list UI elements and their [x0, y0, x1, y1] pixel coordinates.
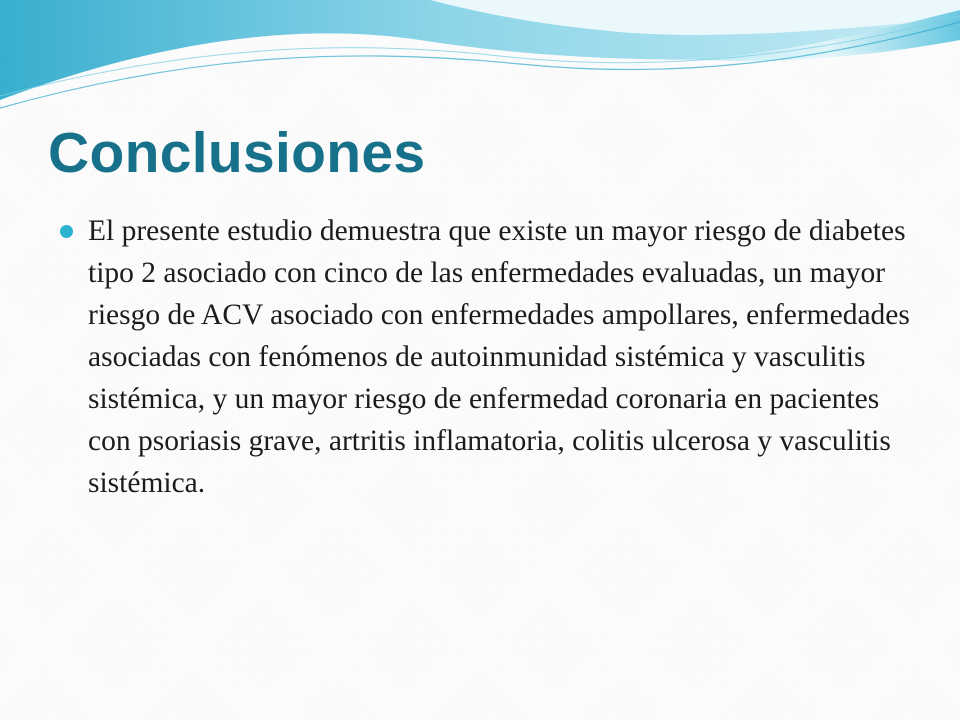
bullet-list [60, 210, 920, 504]
bullet-text: El presente estudio demuestra que existe un mayor riesgo de diabetes tipo 2 asociado con cinco de las enfermedades evaluadas, un mayor riesgo de ACV asociado con enfermedades ampollares, enfermedades asociadas con fenómenos de autoinmunidad sistémica y vasculitis sistémica, y un mayor riesgo de enfermedad coronaria en pacientes con psoriasis grave, artritis inflamatoria, colitis ulcerosa y vasculitis sistémica. [88, 215, 910, 499]
bullet-dot-icon [60, 225, 73, 238]
slide-title: Conclusiones [48, 121, 426, 185]
bullet-item [60, 210, 920, 504]
header-wave-decoration [0, 0, 960, 120]
